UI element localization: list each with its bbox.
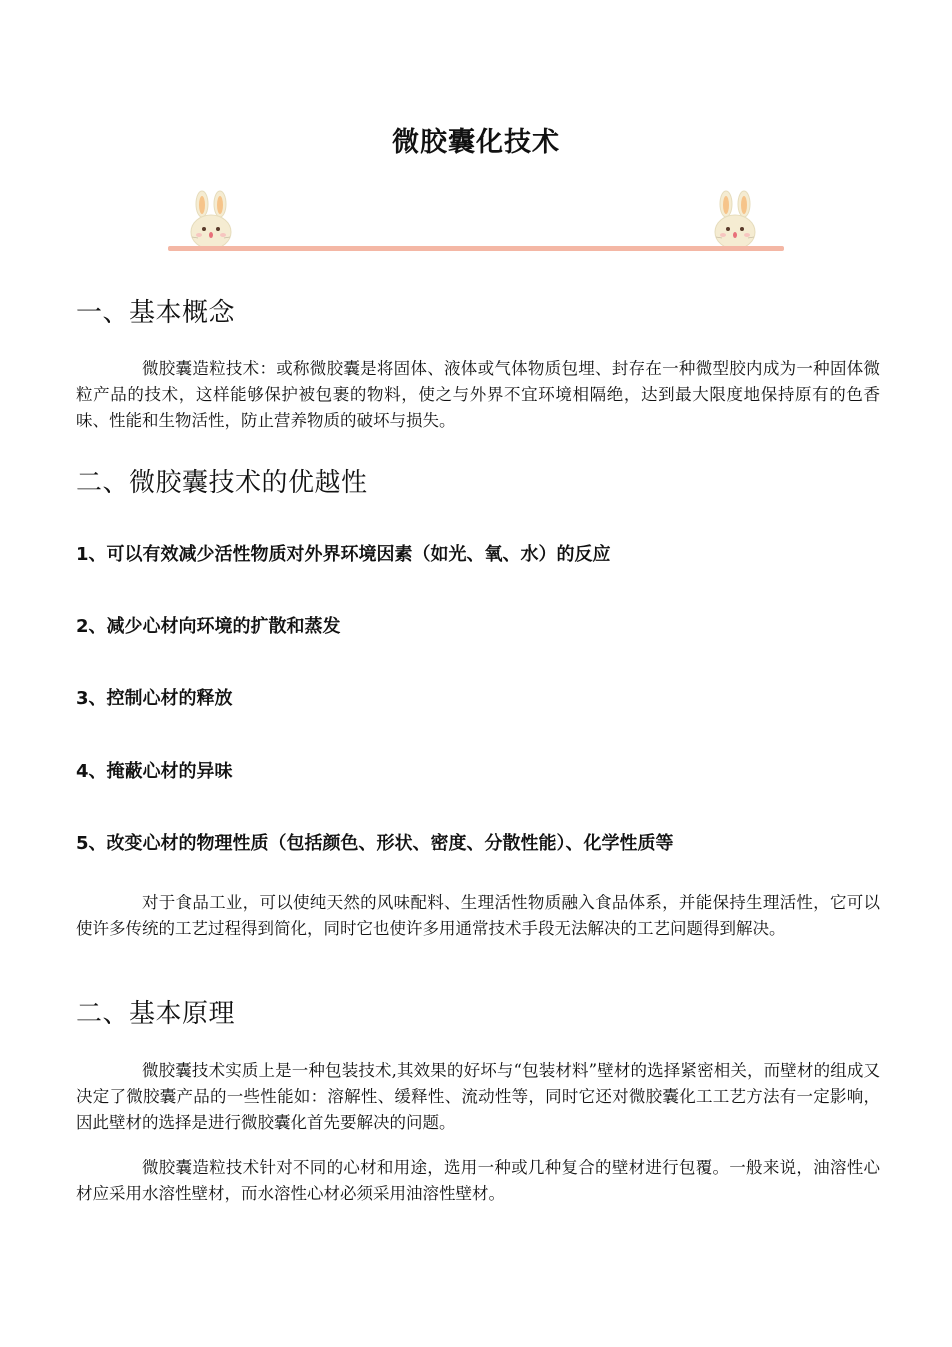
advantage-point: 5、改变心材的物理性质（包括颜色、形状、密度、分散性能）、化学性质等 [76,833,674,854]
paragraph-principle-1: 微胶囊技术实质上是一种包装技术,其效果的好坏与“包装材料”壁材的选择紧密相关，而壁材的组成又决定了微胶囊产品的一些性能如：溶解性、缓释性、流动性等，同时它还对微胶囊化工工艺方法有一定影响，因此壁材的选择是进行微胶囊化首先要解决的问题。 [76,1061,880,1132]
paragraph-principle-2: 微胶囊造粒技术针对不同的心材和用途，选用一种或几种复合的壁材进行包覆。一般来说，油溶性心材应采用水溶性壁材，而水溶性心材必须采用油溶性壁材。 [76,1158,880,1203]
advantage-point: 2、减少心材向环境的扩散和蒸发 [76,616,341,637]
paragraph-advantages: 对于食品工业，可以使纯天然的风味配料、生理活性物质融入食品体系，并能保持生理活性，它可以使许多传统的工艺过程得到简化，同时它也使许多用通常技术手段无法解决的工艺问题得到解决。 [76,893,880,938]
section-heading-principle: 二、基本原理 [76,999,236,1029]
advantage-point: 4、掩蔽心材的异味 [76,761,233,782]
bunny-icon [184,190,238,254]
advantage-point: 3、控制心材的释放 [76,688,233,709]
section-heading-advantages: 二、微胶囊技术的优越性 [76,468,368,498]
page-title: 微胶囊化技术 [392,127,560,158]
bunny-icon [708,190,762,254]
paragraph-basic-concept: 微胶囊造粒技术：或称微胶囊是将固体、液体或气体物质包埋、封存在一种微型胶内成为一种固体微粒产品的技术，这样能够保护被包裹的物料，使之与外界不宜环境相隔绝，达到最大限度地保持原有的色香味、性能和生物活性，防止营养物质的破坏与损失。 [76,359,880,430]
section-heading-basic-concept: 一、基本概念 [76,298,236,328]
title-divider [168,246,784,251]
advantage-point: 1、可以有效减少活性物质对外界环境因素（如光、氧、水）的反应 [76,544,611,565]
